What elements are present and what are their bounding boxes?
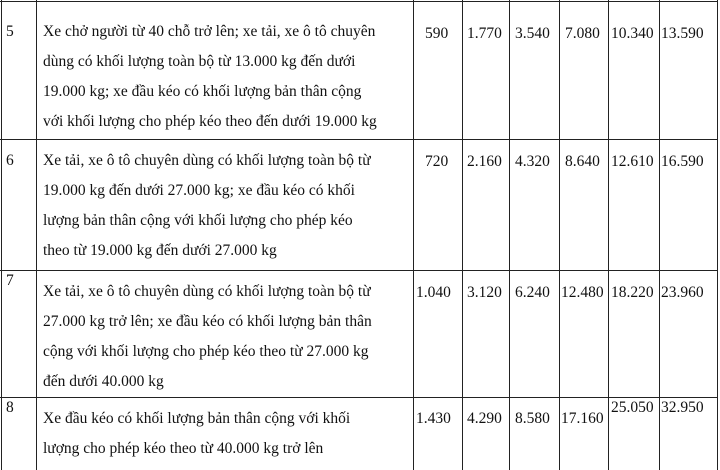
column-divider	[717, 0, 718, 470]
fee-value: 4.320	[515, 153, 550, 170]
fee-value: 12.610	[611, 153, 654, 170]
description-line: 19.000 kg; xe đầu kéo có khối lượng bản thân cộng	[43, 83, 362, 100]
column-divider	[36, 0, 37, 470]
description-line: Xe tải, xe ô tô chuyên dùng có khối lượng toàn bộ từ	[43, 152, 371, 169]
description-line: dùng có khối lượng toàn bộ từ 13.000 kg đến dưới	[43, 53, 356, 70]
column-divider	[559, 0, 560, 470]
fee-value: 16.590	[661, 153, 704, 170]
fee-value: 3.120	[467, 284, 502, 301]
column-divider	[608, 0, 609, 470]
vehicle-description	[43, 404, 413, 464]
row-divider	[0, 270, 718, 271]
fee-value: 12.480	[561, 284, 604, 301]
fee-value: 6.240	[515, 284, 550, 301]
description-line: 19.000 kg đến dưới 27.000 kg; xe đầu kéo có khối	[43, 182, 355, 199]
fee-value: 10.340	[611, 25, 654, 42]
row-number: 7	[6, 272, 14, 289]
vehicle-description	[43, 146, 413, 266]
fee-value: 1.430	[416, 410, 451, 427]
row-number: 6	[6, 152, 14, 169]
fee-value: 7.080	[565, 25, 600, 42]
fee-value: 2.160	[467, 153, 502, 170]
column-divider	[1, 0, 2, 470]
description-line: theo từ 19.000 kg đến dưới 27.000 kg	[43, 242, 277, 259]
fee-value: 23.960	[661, 284, 704, 301]
fee-value: 13.590	[661, 25, 704, 42]
fee-value: 25.050	[611, 399, 654, 416]
vehicle-description	[43, 17, 413, 137]
description-line: Xe chở người từ 40 chỗ trở lên; xe tải, xe ô tô chuyên	[43, 23, 376, 40]
fee-value: 720	[425, 153, 449, 170]
description-line: lượng cho phép kéo theo từ 40.000 kg trở lên	[43, 440, 324, 457]
description-line: Xe tải, xe ô tô chuyên dùng có khối lượng toàn bộ từ	[43, 283, 371, 300]
description-line: 27.000 kg trở lên; xe đầu kéo có khối lượng bản thân	[43, 313, 372, 330]
fee-value: 32.950	[661, 399, 704, 416]
row-divider	[0, 139, 718, 140]
fee-value: 1.040	[416, 284, 451, 301]
fee-value: 1.770	[467, 25, 502, 42]
column-divider	[659, 0, 660, 470]
row-divider	[0, 1, 718, 2]
vehicle-description	[43, 277, 413, 397]
column-divider	[413, 0, 414, 470]
column-divider	[509, 0, 510, 470]
description-line: cộng với khối lượng cho phép kéo theo từ 27.000 kg	[43, 343, 369, 360]
column-divider	[462, 0, 463, 470]
description-line: Xe đầu kéo có khối lượng bản thân cộng với khối	[43, 410, 351, 427]
fee-value: 18.220	[611, 284, 654, 301]
fee-value: 8.580	[515, 410, 550, 427]
fee-value: 4.290	[467, 410, 502, 427]
fee-value: 3.540	[515, 25, 550, 42]
description-line: đến dưới 40.000 kg	[43, 373, 164, 390]
description-line: lượng bản thân cộng với khối lượng cho phép kéo	[43, 212, 353, 229]
fee-value: 17.160	[561, 410, 604, 427]
row-divider	[0, 397, 718, 398]
row-number: 5	[6, 23, 14, 40]
description-line: với khối lượng cho phép kéo theo đến dưới 19.000 kg	[43, 113, 377, 130]
fee-value: 590	[425, 25, 449, 42]
row-number: 8	[6, 399, 14, 416]
fee-value: 8.640	[565, 153, 600, 170]
